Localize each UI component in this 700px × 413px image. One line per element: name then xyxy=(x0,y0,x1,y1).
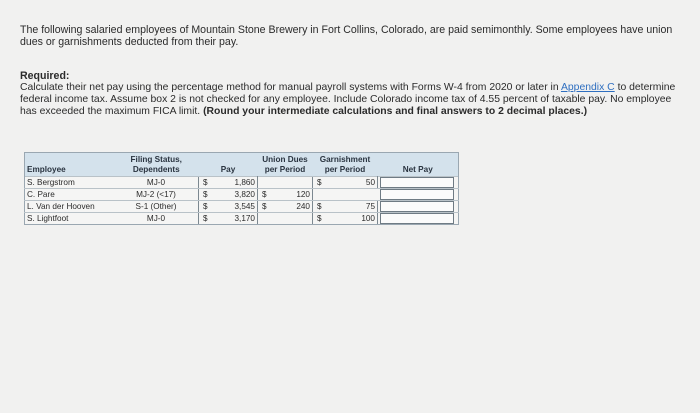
employee-name: S. Lightfoot xyxy=(25,213,115,225)
header-net-pay: Net Pay xyxy=(378,153,459,177)
header-pay: Pay xyxy=(199,153,258,177)
pay-cell xyxy=(199,201,258,213)
net-pay-input[interactable] xyxy=(380,201,454,212)
currency-symbol: $ xyxy=(203,178,208,187)
filing-status: MJ-0 xyxy=(114,213,199,225)
pay-cell xyxy=(199,189,258,201)
pay-amount: 3,820 xyxy=(234,190,255,199)
garnishment-cell xyxy=(313,177,378,189)
employee-name: L. Van der Hooven xyxy=(25,201,115,213)
union-dues-amount: 240 xyxy=(296,202,310,211)
required-heading: Required: xyxy=(20,70,70,82)
currency-symbol: $ xyxy=(262,190,267,199)
currency-symbol: $ xyxy=(203,190,208,199)
table-row xyxy=(25,177,459,189)
garnishment-amount: 100 xyxy=(361,214,375,223)
net-pay-input[interactable] xyxy=(380,213,454,224)
table-row xyxy=(25,201,459,213)
table-row xyxy=(25,189,459,201)
net-pay-input[interactable] xyxy=(380,177,454,188)
garnishment-cell xyxy=(313,201,378,213)
filing-status: MJ-2 (<17) xyxy=(114,189,199,201)
net-pay-cell xyxy=(378,189,459,201)
pay-cell xyxy=(199,213,258,225)
payroll-table xyxy=(24,152,459,225)
table-row xyxy=(25,213,459,225)
currency-symbol: $ xyxy=(317,178,322,187)
filing-status: MJ-0 xyxy=(114,177,199,189)
pay-amount: 3,170 xyxy=(234,214,255,223)
table-header-row xyxy=(25,153,459,177)
net-pay-cell xyxy=(378,213,459,225)
currency-symbol: $ xyxy=(317,202,322,211)
problem-intro: The following salaried employees of Mountain Stone Brewery in Fort Collins, Colorado, are paid semimonthly. Some employees have union dues or garnishments deducted from their pay. xyxy=(20,24,673,48)
rounding-note: (Round your intermediate calculations and final answers to 2 decimal places.) xyxy=(203,105,588,117)
garnishment-amount: 50 xyxy=(365,178,375,187)
garnishment-amount: 75 xyxy=(365,202,375,211)
union-dues-cell xyxy=(258,177,313,189)
header-union-dues: Union Dues per Period xyxy=(258,153,313,177)
employee-name: S. Bergstrom xyxy=(25,177,115,189)
garnishment-cell xyxy=(313,189,378,201)
currency-symbol: $ xyxy=(203,202,208,211)
currency-symbol: $ xyxy=(203,214,208,223)
pay-amount: 1,860 xyxy=(234,178,255,187)
union-dues-cell xyxy=(258,189,313,201)
union-dues-cell xyxy=(258,201,313,213)
header-garnishment: Garnishment per Period xyxy=(313,153,378,177)
required-text-part2: to determine federal income tax. Assume box 2 is not checked for any employee. Include Colorado income tax of 4.55 percent of taxable pay. No employee has exceeded the maximum FICA limit. xyxy=(20,82,676,117)
currency-symbol: $ xyxy=(262,202,267,211)
required-instructions xyxy=(20,82,682,117)
union-dues-amount: 120 xyxy=(296,190,310,199)
header-employee: Employee xyxy=(25,153,115,177)
net-pay-input[interactable] xyxy=(380,189,454,200)
appendix-c-link[interactable]: Appendix C xyxy=(560,82,615,93)
header-filing-status: Filing Status, Dependents xyxy=(114,153,199,177)
union-dues-cell xyxy=(258,213,313,225)
pay-cell xyxy=(199,177,258,189)
filing-status: S-1 (Other) xyxy=(114,201,199,213)
garnishment-cell xyxy=(313,213,378,225)
employee-name: C. Pare xyxy=(25,189,115,201)
currency-symbol: $ xyxy=(317,214,322,223)
required-text-part1: Calculate their net pay using the percentage method for manual payroll systems with Forms W-4 from 2020 or later in xyxy=(20,82,561,93)
net-pay-cell xyxy=(378,201,459,213)
pay-amount: 3,545 xyxy=(234,202,255,211)
net-pay-cell xyxy=(378,177,459,189)
